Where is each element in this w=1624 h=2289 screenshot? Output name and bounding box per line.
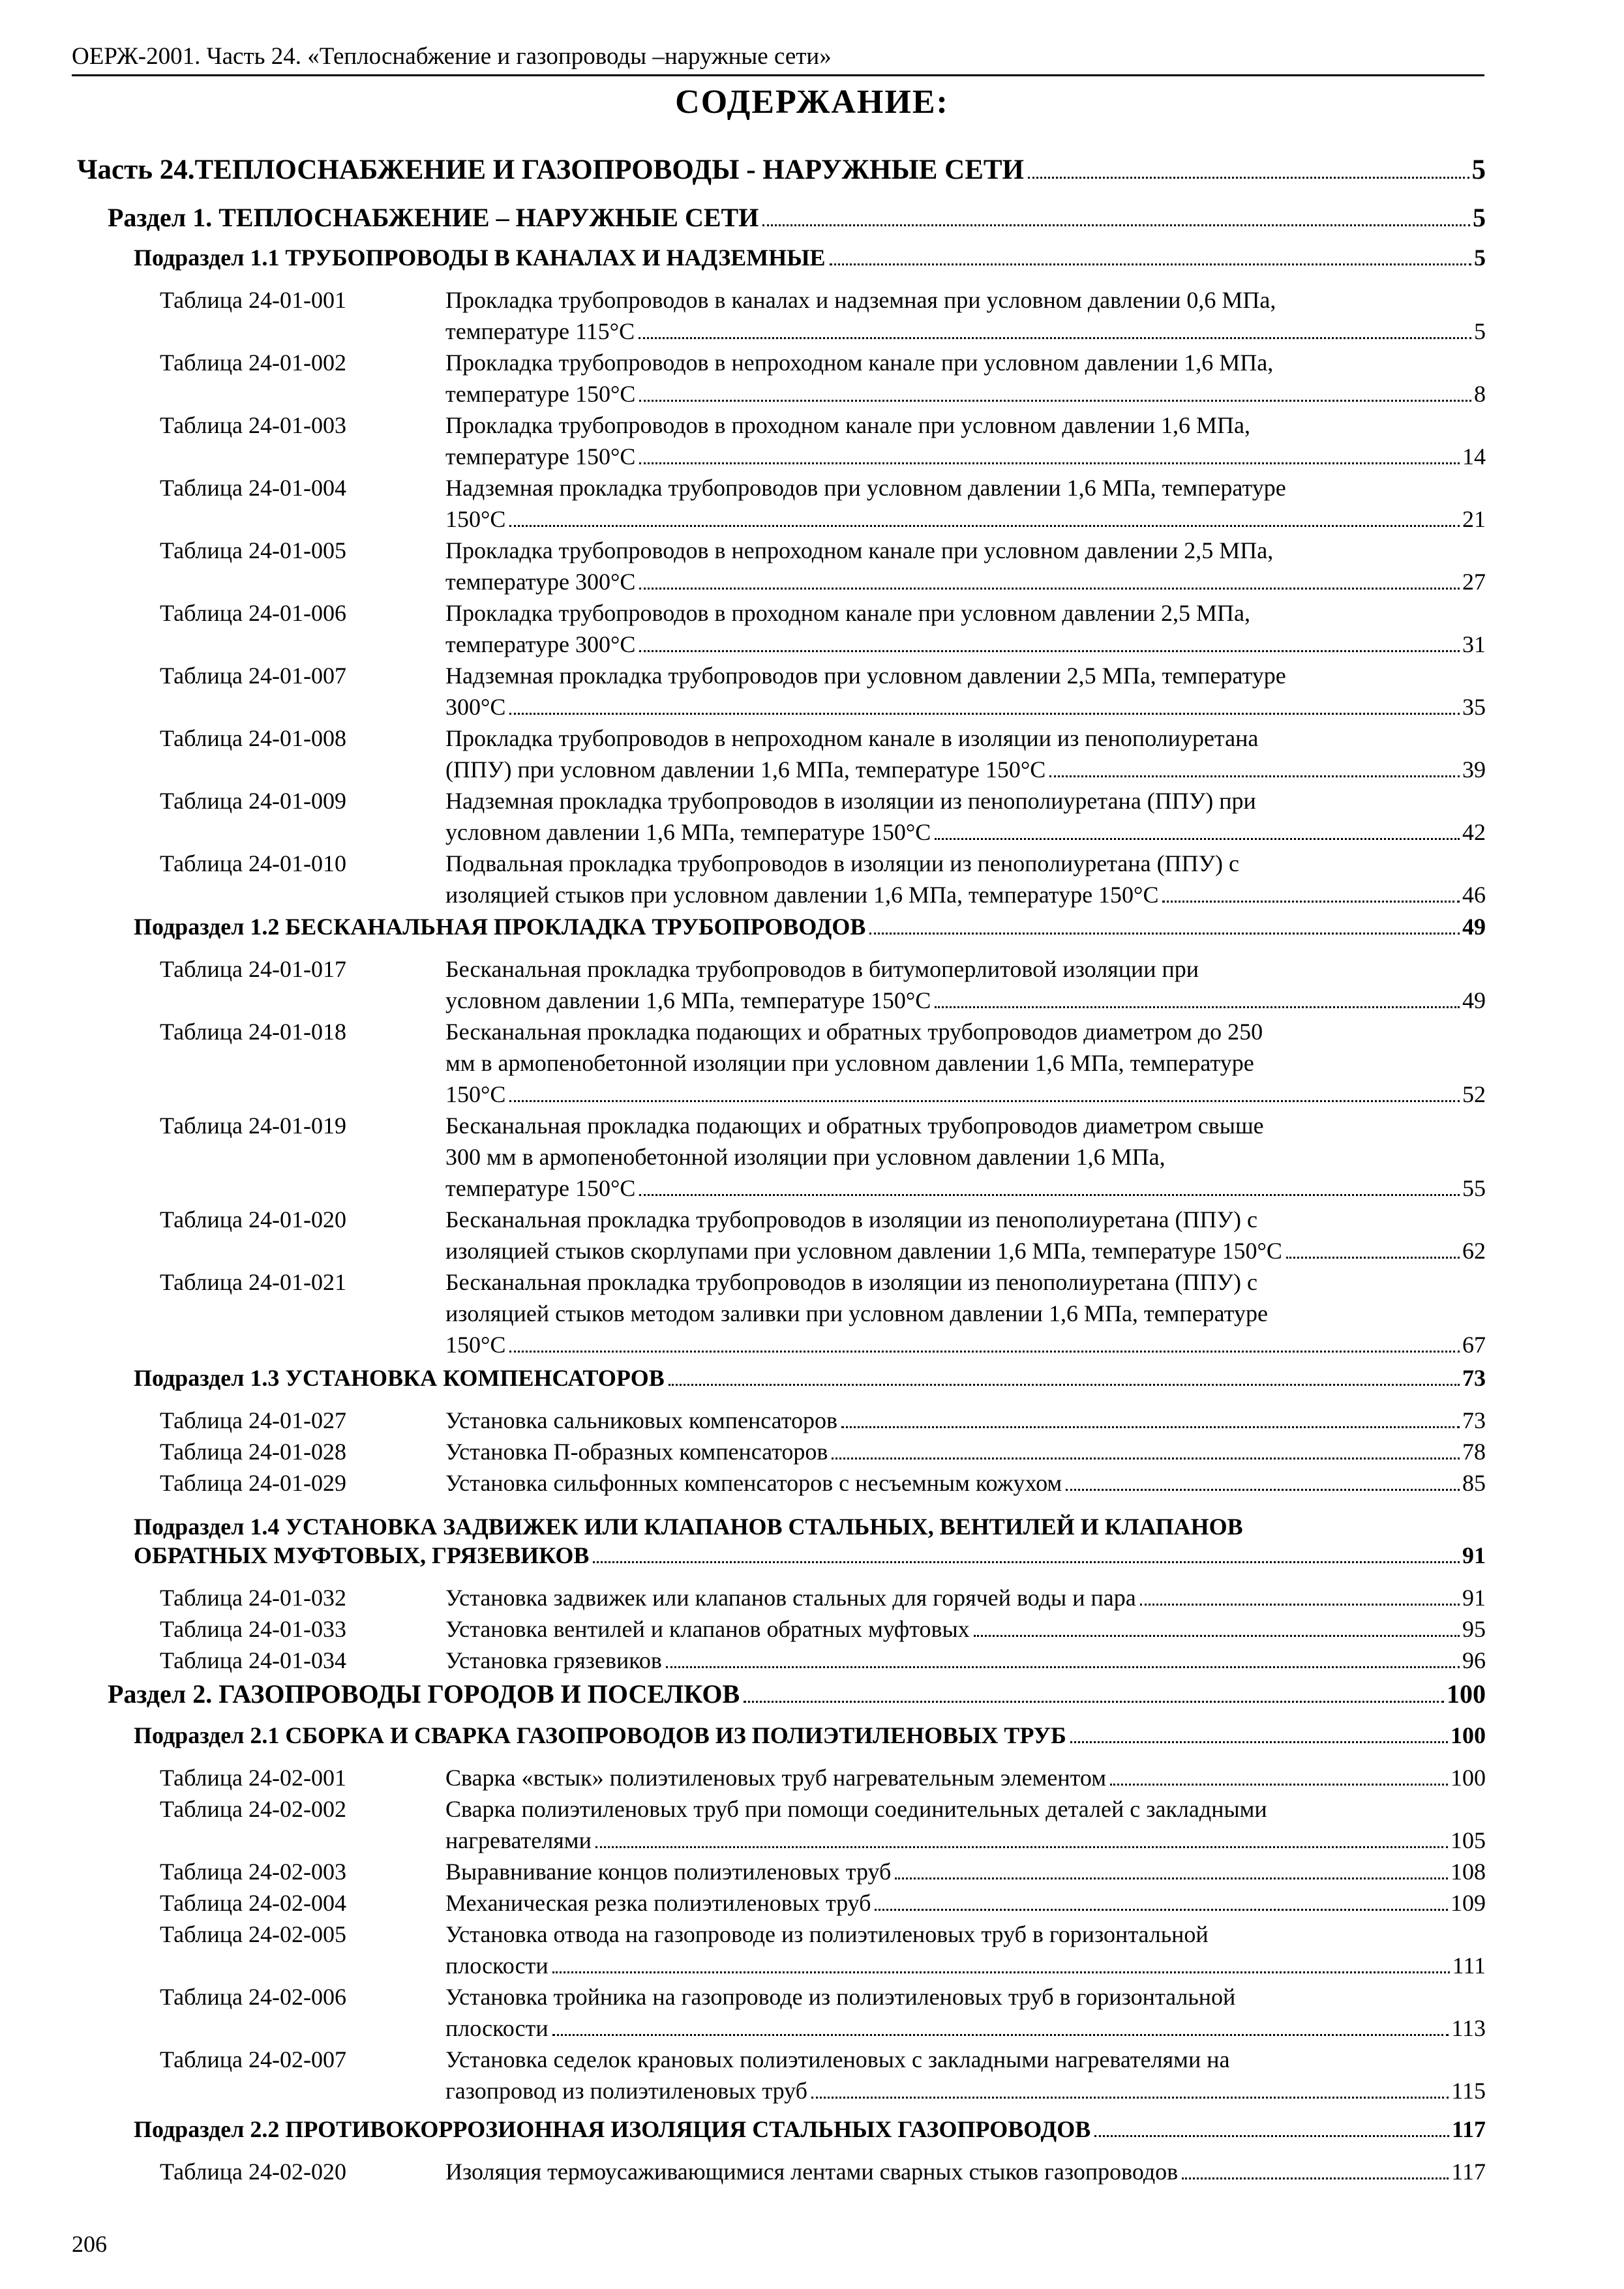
toc-table-title-line: 300 мм в армопенобетонной изоляции при условном давлении 1,6 МПа, xyxy=(445,1144,1165,1170)
dot-leader xyxy=(1028,155,1469,179)
toc-table-title-last-line xyxy=(445,1329,1486,1360)
toc-table-title-line: Установка тройника на газопроводе из полиэтиленовых труб в горизонтальной xyxy=(445,1984,1236,2010)
toc-table-code: Таблица 24-01-018 xyxy=(160,1019,346,1045)
toc-table-title-line: газопровод из полиэтиленовых труб xyxy=(445,2078,807,2104)
dot-leader xyxy=(666,1648,1460,1668)
toc-table-title-line: Бесканальная прокладка подающих и обратных трубопроводов диаметром свыше xyxy=(445,1113,1264,1139)
toc-table-title-line: температуре 150°С xyxy=(445,1175,636,1201)
toc-table-title-line: температуре 150°С xyxy=(445,381,636,407)
toc-page-number: 5 xyxy=(1473,203,1486,232)
toc-page-number: 8 xyxy=(1474,381,1486,407)
dot-leader xyxy=(935,988,1460,1008)
toc-table-title-line: Сварка полиэтиленовых труб при помощи соединительных деталей с закладными xyxy=(445,1796,1267,1822)
dot-leader xyxy=(974,1617,1460,1637)
toc-table-title-last-line xyxy=(445,1467,1486,1499)
toc-table-title-last-line xyxy=(445,1235,1486,1266)
toc-table-code: Таблица 24-01-028 xyxy=(160,1439,346,1465)
toc-page-number: 49 xyxy=(1462,987,1486,1013)
toc-table-title-line: 150°С xyxy=(445,506,506,532)
toc-page-number: 73 xyxy=(1462,1407,1486,1433)
toc-table-title-line: Прокладка трубопроводов в непроходном канале при условном давлении 1,6 МПа, xyxy=(445,350,1274,376)
toc-table-title-line: 300°С xyxy=(445,694,506,720)
dot-leader xyxy=(811,2078,1449,2099)
dot-leader xyxy=(639,632,1460,652)
toc-table-title-last-line xyxy=(445,1645,1486,1676)
toc-table-title-line: 150°С xyxy=(445,1081,506,1107)
toc-table-code: Таблица 24-02-003 xyxy=(160,1859,346,1885)
toc-table-code: Таблица 24-01-001 xyxy=(160,287,346,313)
toc-subsection-1-3[interactable] xyxy=(134,1364,1486,1392)
toc-page-number: 100 xyxy=(1447,1679,1486,1709)
toc-table-title-last-line xyxy=(445,2156,1486,2187)
toc-page-number: 111 xyxy=(1452,1952,1486,1979)
toc-table-title-line: Прокладка трубопроводов в каналах и надземная при условном давлении 0,6 МПа, xyxy=(445,287,1276,313)
toc-table-title-last-line xyxy=(445,2012,1486,2044)
toc-table-code: Таблица 24-01-002 xyxy=(160,350,346,376)
toc-table-title-line: Установка П-образных компенсаторов xyxy=(445,1439,828,1465)
dot-leader xyxy=(509,1082,1460,1102)
toc-table-title-last-line xyxy=(445,691,1486,723)
toc-subsection-label: Подраздел 1.2 БЕСКАНАЛЬНАЯ ПРОКЛАДКА ТРУБОПРОВОДОВ xyxy=(134,914,866,940)
toc-subsection-label: Подраздел 2.2 ПРОТИВОКОРРОЗИОННАЯ ИЗОЛЯЦИЯ СТАЛЬНЫХ ГАЗОПРОВОДОВ xyxy=(134,2116,1091,2142)
toc-page-number: 35 xyxy=(1462,694,1486,720)
toc-table-title-line: Подвальная прокладка трубопроводов в изоляции из пенополиуретана (ППУ) с xyxy=(445,850,1240,876)
dot-leader xyxy=(509,1332,1460,1353)
toc-table-title-line: нагревателями xyxy=(445,1827,592,1853)
dot-leader xyxy=(1110,1765,1448,1786)
toc-section-label: Раздел 2. ГАЗОПРОВОДЫ ГОРОДОВ И ПОСЕЛКОВ xyxy=(108,1679,740,1709)
toc-table-title-line: Надземная прокладка трубопроводов при условном давлении 1,6 МПа, температуре xyxy=(445,475,1286,501)
toc-subsection-2-1[interactable] xyxy=(134,1722,1486,1749)
toc-table-code: Таблица 24-01-032 xyxy=(160,1585,346,1611)
toc-table-title-line: Изоляция термоусаживающимися лентами сварных стыков газопроводов xyxy=(445,2159,1179,2185)
toc-table-title-last-line xyxy=(445,985,1486,1016)
dot-leader xyxy=(639,444,1460,464)
toc-subsection-1-1[interactable] xyxy=(134,244,1486,271)
toc-table-title-line: температуре 115°С xyxy=(445,318,635,344)
toc-table-title-last-line xyxy=(445,1405,1486,1436)
toc-table-title-line: Установка грязевиков xyxy=(445,1647,662,1673)
dot-leader xyxy=(1182,2159,1449,2179)
toc-table-title-line: Прокладка трубопроводов в непроходном канале при условном давлении 2,5 МПа, xyxy=(445,537,1274,563)
dot-leader xyxy=(1094,2116,1449,2137)
toc-table-code: Таблица 24-01-017 xyxy=(160,956,346,982)
toc-page-number: 52 xyxy=(1462,1081,1486,1107)
dot-leader xyxy=(895,1859,1448,1879)
toc-table-code: Таблица 24-01-005 xyxy=(160,537,346,563)
toc-table-title-line: изоляцией стыков методом заливки при условном давлении 1,6 МПа, температуре xyxy=(445,1300,1268,1326)
toc-table-title-last-line xyxy=(445,1856,1486,1887)
toc-subsection-label: ОБРАТНЫХ МУФТОВЫХ, ГРЯЗЕВИКОВ xyxy=(134,1542,590,1568)
toc-table-code: Таблица 24-01-004 xyxy=(160,475,346,501)
toc-page-number: 5 xyxy=(1474,245,1486,271)
toc-page-number: 14 xyxy=(1462,443,1486,470)
toc-table-title-line: температуре 150°С xyxy=(445,443,636,470)
toc-table-code: Таблица 24-01-007 xyxy=(160,663,346,689)
toc-table-title-last-line xyxy=(445,1887,1486,1919)
toc-page-number: 91 xyxy=(1462,1542,1486,1568)
dot-leader xyxy=(1140,1585,1460,1606)
dot-leader xyxy=(841,1408,1460,1428)
toc-subsection-2-2[interactable] xyxy=(134,2116,1486,2143)
toc-table-code: Таблица 24-02-007 xyxy=(160,2046,346,2072)
toc-page-number: 46 xyxy=(1462,882,1486,908)
toc-table-code: Таблица 24-01-020 xyxy=(160,1206,346,1233)
dot-leader xyxy=(509,507,1460,527)
toc-table-title-line: Бесканальная прокладка подающих и обратных трубопроводов диаметром до 250 xyxy=(445,1019,1263,1045)
toc-table-title-line: Сварка «встык» полиэтиленовых труб нагревательным элементом xyxy=(445,1765,1107,1791)
toc-page-number: 117 xyxy=(1451,2159,1486,2185)
toc-table-title-line: изоляцией стыков при условном давлении 1,6 МПа, температуре 150°С xyxy=(445,882,1159,908)
toc-table-title-line: Механическая резка полиэтиленовых труб xyxy=(445,1890,871,1916)
toc-table-code: Таблица 24-02-004 xyxy=(160,1890,346,1916)
toc-table-title-last-line xyxy=(445,754,1486,785)
dot-leader xyxy=(1049,757,1460,777)
toc-table-title-line: мм в армопенобетонной изоляции при условном давлении 1,6 МПа, температуре xyxy=(445,1050,1254,1076)
toc-page-number: 5 xyxy=(1474,318,1486,344)
dot-leader xyxy=(875,1891,1448,1911)
toc-table-code: Таблица 24-02-006 xyxy=(160,1984,346,2010)
dot-leader xyxy=(639,319,1471,339)
toc-table-title-line: Надземная прокладка трубопроводов в изоляции из пенополиуретана (ППУ) при xyxy=(445,788,1256,814)
toc-page-number: 95 xyxy=(1462,1616,1486,1642)
toc-table-title-last-line xyxy=(445,441,1486,472)
toc-table-code: Таблица 24-02-001 xyxy=(160,1765,346,1791)
toc-subsection-label: Подраздел 2.1 СБОРКА И СВАРКА ГАЗОПРОВОДОВ ИЗ ПОЛИЭТИЛЕНОВЫХ ТРУБ xyxy=(134,1722,1066,1748)
toc-page-number: 39 xyxy=(1462,756,1486,783)
toc-table-title-line: Прокладка трубопроводов в непроходном канале в изоляции из пенополиуретана xyxy=(445,725,1259,751)
dot-leader xyxy=(935,820,1460,840)
toc-part-label: Часть 24.ТЕПЛОСНАБЖЕНИЕ И ГАЗОПРОВОДЫ - НАРУЖНЫЕ СЕТИ xyxy=(77,155,1025,185)
toc-table-code: Таблица 24-01-027 xyxy=(160,1407,346,1433)
toc-table-code: Таблица 24-01-033 xyxy=(160,1616,346,1642)
toc-table-title-line: Прокладка трубопроводов в проходном канале при условном давлении 1,6 МПа, xyxy=(445,412,1250,438)
toc-subsection-1-4-line1[interactable]: Подраздел 1.4 УСТАНОВКА ЗАДВИЖЕК ИЛИ КЛАПАНОВ СТАЛЬНЫХ, ВЕНТИЛЕЙ И КЛАПАНОВ xyxy=(134,1514,1243,1540)
toc-table-title-line: Установка сильфонных компенсаторов с несъемным кожухом xyxy=(445,1470,1062,1496)
dot-leader xyxy=(1286,1238,1460,1259)
toc-table-title-last-line xyxy=(445,1950,1486,1981)
toc-table-title-line: Прокладка трубопроводов в проходном канале при условном давлении 2,5 МПа, xyxy=(445,600,1250,626)
dot-leader xyxy=(593,1542,1460,1563)
toc-page-number: 55 xyxy=(1462,1175,1486,1201)
toc-part-24[interactable] xyxy=(77,154,1486,186)
toc-subsection-1-2[interactable] xyxy=(134,913,1486,940)
page-number: 206 xyxy=(72,2231,107,2257)
dot-leader xyxy=(832,1439,1460,1459)
toc-table-title-line: Бесканальная прокладка трубопроводов в изоляции из пенополиуретана (ППУ) с xyxy=(445,1269,1257,1295)
dot-leader xyxy=(552,2016,1449,2036)
toc-page-number: 85 xyxy=(1462,1470,1486,1496)
toc-table-title-line: Установка вентилей и клапанов обратных муфтовых xyxy=(445,1616,970,1642)
toc-section-2[interactable] xyxy=(108,1679,1486,1709)
toc-page-number: 31 xyxy=(1462,631,1486,657)
toc-table-title-last-line xyxy=(445,1613,1486,1645)
toc-table-title-last-line xyxy=(445,316,1486,347)
toc-page-number: 91 xyxy=(1462,1585,1486,1611)
toc-page-number: 62 xyxy=(1462,1238,1486,1264)
toc-table-title-last-line xyxy=(445,879,1486,910)
toc-table-title-line: условном давлении 1,6 МПа, температуре 150°С xyxy=(445,987,931,1013)
toc-page-number: 117 xyxy=(1451,2116,1486,2142)
toc-table-code: Таблица 24-02-020 xyxy=(160,2159,346,2185)
toc-table-code: Таблица 24-02-005 xyxy=(160,1921,346,1947)
toc-table-title-last-line xyxy=(445,1436,1486,1467)
toc-table-title-line: температуре 300°С xyxy=(445,631,636,657)
running-header: ОЕРЖ-2001. Часть 24. «Теплоснабжение и газопроводы –наружные сети» xyxy=(72,40,1484,76)
toc-table-title-line: Установка седелок крановых полиэтиленовых с закладными нагревателями на xyxy=(445,2046,1230,2072)
dot-leader xyxy=(830,245,1471,265)
toc-page-number: 73 xyxy=(1462,1365,1486,1391)
toc-page-number: 42 xyxy=(1462,819,1486,845)
dot-leader xyxy=(1066,1471,1460,1491)
toc-table-code: Таблица 24-01-021 xyxy=(160,1269,346,1295)
toc-page-number: 67 xyxy=(1462,1332,1486,1358)
toc-table-title-line: (ППУ) при условном давлении 1,6 МПа, температуре 150°С xyxy=(445,756,1046,783)
toc-table-title-line: температуре 300°С xyxy=(445,569,636,595)
dot-leader xyxy=(639,382,1471,402)
dot-leader xyxy=(639,569,1460,590)
toc-table-title-last-line xyxy=(445,2075,1486,2106)
toc-table-title-last-line xyxy=(445,816,1486,848)
toc-subsection-1-4[interactable] xyxy=(134,1542,1486,1569)
toc-table-title-line: Бесканальная прокладка трубопроводов в изоляции из пенополиуретана (ППУ) с xyxy=(445,1206,1257,1233)
toc-table-code: Таблица 24-01-019 xyxy=(160,1113,346,1139)
toc-page-number: 109 xyxy=(1451,1890,1486,1916)
dot-leader xyxy=(869,914,1460,935)
dot-leader xyxy=(552,1953,1450,1973)
toc-section-label: Раздел 1. ТЕПЛОСНАБЖЕНИЕ – НАРУЖНЫЕ СЕТИ xyxy=(108,203,759,232)
toc-table-title-line: 150°С xyxy=(445,1332,506,1358)
toc-page-number: 100 xyxy=(1451,1765,1486,1791)
toc-page-number: 115 xyxy=(1451,2078,1486,2104)
toc-table-title-last-line xyxy=(445,566,1486,597)
toc-table-title-line: плоскости xyxy=(445,1952,549,1979)
toc-table-title-line: Установка сальниковых компенсаторов xyxy=(445,1407,837,1433)
dot-leader xyxy=(744,1680,1444,1703)
toc-page-number: 105 xyxy=(1451,1827,1486,1853)
toc-subsection-label: Подраздел 1.1 ТРУБОПРОВОДЫ В КАНАЛАХ И НАДЗЕМНЫЕ xyxy=(134,245,826,271)
toc-table-title-line: Надземная прокладка трубопроводов при условном давлении 2,5 МПа, температуре xyxy=(445,663,1286,689)
toc-page-number: 78 xyxy=(1462,1439,1486,1465)
toc-subsection-label: Подраздел 1.3 УСТАНОВКА КОМПЕНСАТОРОВ xyxy=(134,1365,665,1391)
toc-table-title-last-line xyxy=(445,629,1486,660)
toc-table-code: Таблица 24-01-003 xyxy=(160,412,346,438)
toc-page-number: 96 xyxy=(1462,1647,1486,1673)
toc-table-title-last-line xyxy=(445,1762,1486,1793)
toc-table-code: Таблица 24-01-009 xyxy=(160,788,346,814)
toc-page-number: 100 xyxy=(1451,1722,1486,1748)
toc-table-title-last-line xyxy=(445,378,1486,410)
page-title: СОДЕРЖАНИЕ: xyxy=(675,83,949,121)
toc-page-number: 21 xyxy=(1462,506,1486,532)
toc-table-title-line: Установка задвижек или клапанов стальных для горячей воды и пара xyxy=(445,1585,1136,1611)
toc-page-number: 5 xyxy=(1471,155,1486,185)
toc-table-title-line: Бесканальная прокладка трубопроводов в битумоперлитовой изоляции при xyxy=(445,956,1199,982)
toc-table-title-last-line xyxy=(445,1173,1486,1204)
dot-leader xyxy=(1162,882,1460,903)
toc-table-title-last-line xyxy=(445,503,1486,535)
toc-page-number: 113 xyxy=(1451,2015,1486,2041)
toc-table-title-line: Выравнивание концов полиэтиленовых труб xyxy=(445,1859,892,1885)
toc-page-number: 108 xyxy=(1451,1859,1486,1885)
toc-table-title-last-line xyxy=(445,1582,1486,1613)
toc-table-title-line: изоляцией стыков скорлупами при условном давлении 1,6 МПа, температуре 150°С xyxy=(445,1238,1282,1264)
dot-leader xyxy=(1070,1722,1448,1743)
toc-table-code: Таблица 24-01-034 xyxy=(160,1647,346,1673)
toc-table-title-last-line xyxy=(445,1825,1486,1856)
toc-table-title-line: условном давлении 1,6 МПа, температуре 150°С xyxy=(445,819,931,845)
toc-table-code: Таблица 24-02-002 xyxy=(160,1796,346,1822)
toc-page-number: 27 xyxy=(1462,569,1486,595)
dot-leader xyxy=(669,1365,1460,1386)
toc-table-title-line: плоскости xyxy=(445,2015,549,2041)
dot-leader xyxy=(639,1176,1460,1196)
dot-leader xyxy=(595,1828,1448,1848)
toc-table-title-last-line xyxy=(445,1079,1486,1110)
toc-table-title-line: Установка отвода на газопроводе из полиэтиленовых труб в горизонтальной xyxy=(445,1921,1209,1947)
dot-leader xyxy=(509,695,1460,715)
toc-page-number: 49 xyxy=(1462,914,1486,940)
toc-section-1[interactable] xyxy=(108,202,1486,233)
dot-leader xyxy=(762,203,1470,226)
toc-table-code: Таблица 24-01-010 xyxy=(160,850,346,876)
toc-table-code: Таблица 24-01-008 xyxy=(160,725,346,751)
toc-table-code: Таблица 24-01-029 xyxy=(160,1470,346,1496)
toc-table-code: Таблица 24-01-006 xyxy=(160,600,346,626)
